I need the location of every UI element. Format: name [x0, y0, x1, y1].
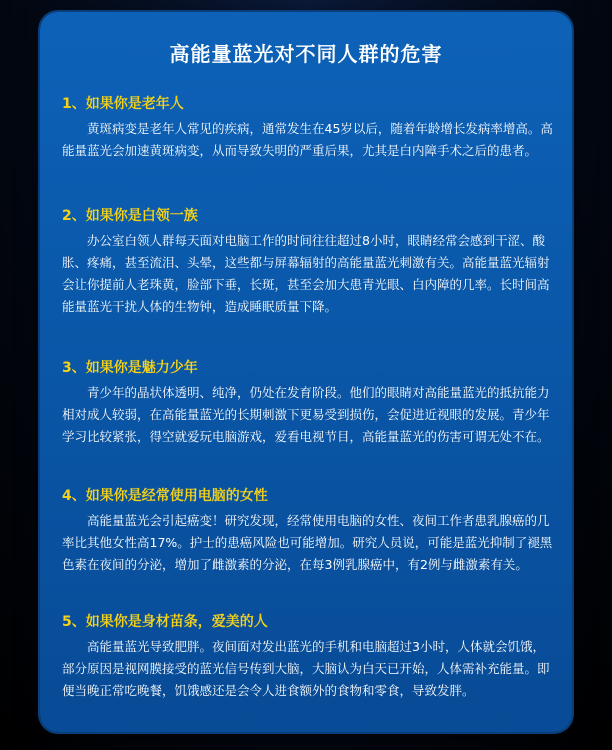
section-heading: 1、如果你是老年人	[62, 96, 184, 112]
section-body: 高能量蓝光导致肥胖。夜间面对发出蓝光的手机和电脑超过3小时，人体就会饥饿，部分原因是视网膜接受的蓝光信号传到大脑，大脑认为白天已开始，人体需补充能量。即便当晚正常吃晚餐，饥饿感还是会令人进食额外的食物和零食，导致发胖。	[62, 639, 550, 698]
section-heading: 3、如果你是魅力少年	[62, 360, 198, 376]
section-office-workers	[62, 206, 554, 318]
section-heading: 4、如果你是经常使用电脑的女性	[62, 488, 268, 504]
section-body: 办公室白领人群每天面对电脑工作的时间往往超过8小时，眼睛经常会感到干涩、酸胀、疼痛，甚至流泪、头晕，这些都与屏幕辐射的高能量蓝光刺激有关。高能量蓝光辐射会让你提前人老珠黄，脸部下垂，长斑，甚至会加大患青光眼、白内障的几率。长时间高能量蓝光干扰人体的生物钟，造成睡眠质量下降。	[62, 233, 550, 314]
section-heading: 2、如果你是白领一族	[62, 208, 198, 224]
section-teenagers	[62, 358, 554, 448]
section-body: 青少年的晶状体透明、纯净，仍处在发育阶段。他们的眼睛对高能量蓝光的抵抗能力相对成人较弱，在高能量蓝光的长期刺激下更易受到损伤，会促进近视眼的发展。青少年学习比较紧张，得空就爱玩电脑游戏，爱看电视节目，高能量蓝光的伤害可谓无处不在。	[62, 385, 550, 444]
section-body: 黄斑病变是老年人常见的疾病，通常发生在45岁以后，随着年龄增长发病率增高。高能量蓝光会加速黄斑病变，从而导致失明的严重后果，尤其是白内障手术之后的患者。	[62, 121, 553, 158]
section-body: 高能量蓝光会引起癌变！研究发现，经常使用电脑的女性、夜间工作者患乳腺癌的几率比其他女性高17%。护士的患癌风险也可能增加。研究人员说，可能是蓝光抑制了褪黑色素在夜间的分泌，增加了雌激素的分泌，在每3例乳腺癌中，有2例与雌激素有关。	[62, 513, 553, 572]
section-slim-beauty	[62, 612, 554, 702]
section-women-computer-users	[62, 486, 554, 576]
section-elderly	[62, 94, 554, 162]
page-title: 高能量蓝光对不同人群的危害	[169, 42, 443, 66]
info-card	[40, 12, 572, 732]
section-heading: 5、如果你是身材苗条，爱美的人	[62, 614, 268, 630]
